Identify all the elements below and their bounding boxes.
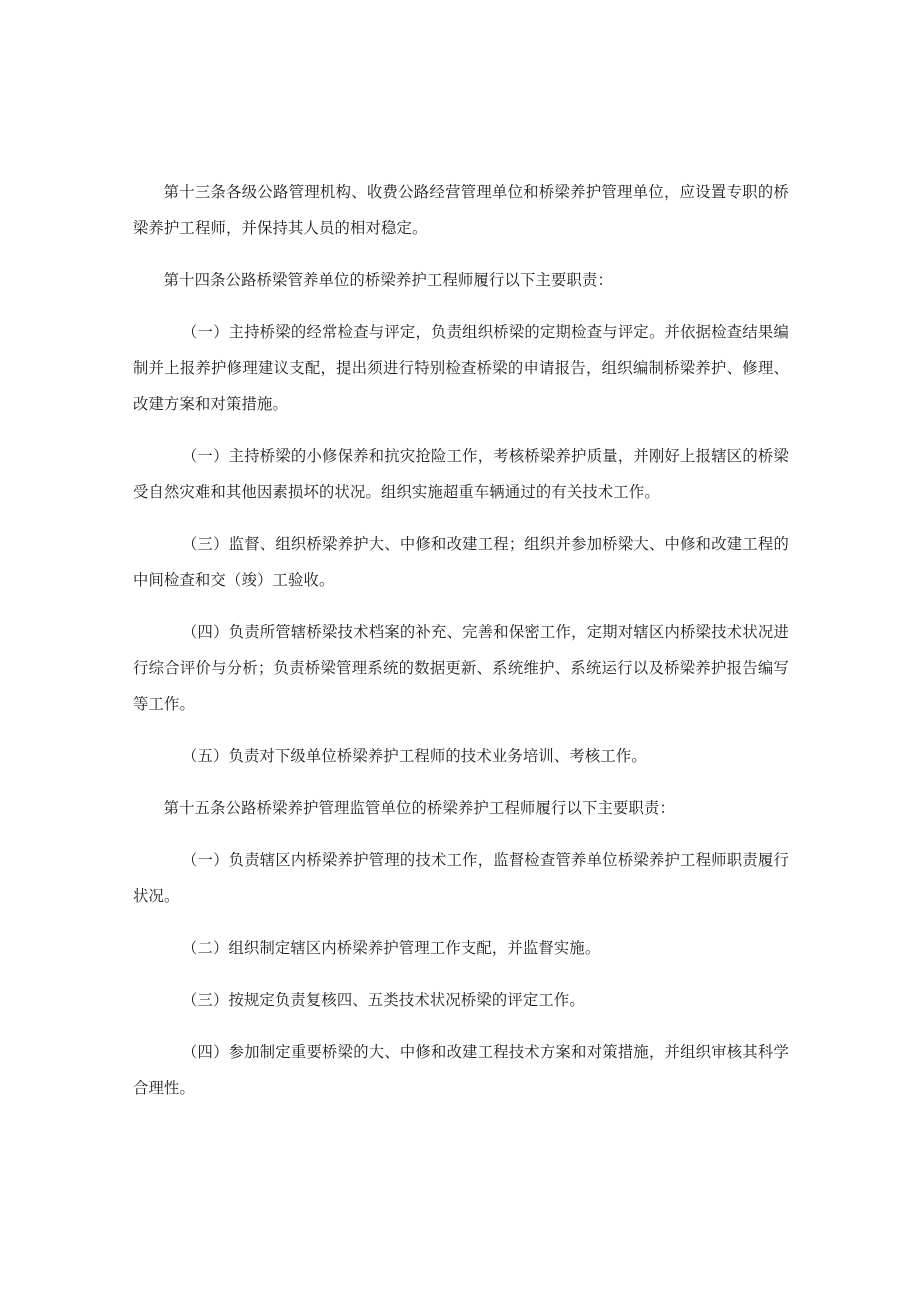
article-14-heading: 第十四条公路桥梁管养单位的桥梁养护工程师履行以下主要职责： bbox=[163, 271, 614, 289]
article-15-item-3: （三）按规定负责复核四、五类技术状况桥梁的评定工作。 bbox=[181, 991, 585, 1009]
article-14-item-5: （五）负责对下级单位桥梁养护工程师的技术业务培训、考核工作。 bbox=[181, 747, 647, 765]
document-body bbox=[133, 174, 789, 1122]
article-14-item-2: （一）主持桥梁的小修保养和抗灾抢险工作，考核桥梁养护质量，并刚好上报辖区的桥梁受自然灾难和其他因素损坏的状况。组织实施超重车辆通过的有关技术工作。 bbox=[133, 447, 789, 501]
article-15-item-2: （二）组织制定辖区内桥梁养护管理工作支配，并监督实施。 bbox=[181, 939, 601, 957]
article-14-item-4: （四）负责所管辖桥梁技术档案的补充、完善和保密工作，定期对辖区内桥梁技术状况进行综合评价与分析；负责桥梁管理系统的数据更新、系统维护、系统运行以及桥梁养护报告编写等工作。 bbox=[133, 623, 789, 713]
article-15-item-1: （一）负责辖区内桥梁养护管理的技术工作，监督检查管养单位桥梁养护工程师职责履行状况。 bbox=[133, 851, 789, 905]
article-15-item-4: （四）参加制定重要桥梁的大、中修和改建工程技术方案和对策措施，并组织审核其科学合理性。 bbox=[133, 1043, 789, 1097]
article-14-item-3: （三）监督、组织桥梁养护大、中修和改建工程；组织并参加桥梁大、中修和改建工程的中间检查和交（竣）工验收。 bbox=[133, 535, 789, 589]
article-14-item-1: （一）主持桥梁的经常检查与评定，负责组织桥梁的定期检查与评定。并依据检查结果编制并上报养护修理建议支配，提出须进行特别检查桥梁的申请报告，组织编制桥梁养护、修理、改建方案和对策措施。 bbox=[133, 323, 789, 413]
article-13-paragraph: 第十三条各级公路管理机构、收费公路经营管理单位和桥梁养护管理单位，应设置专职的桥梁养护工程师，并保持其人员的相对稳定。 bbox=[133, 183, 789, 237]
article-15-heading: 第十五条公路桥梁养护管理监管单位的桥梁养护工程师履行以下主要职责： bbox=[163, 799, 675, 817]
